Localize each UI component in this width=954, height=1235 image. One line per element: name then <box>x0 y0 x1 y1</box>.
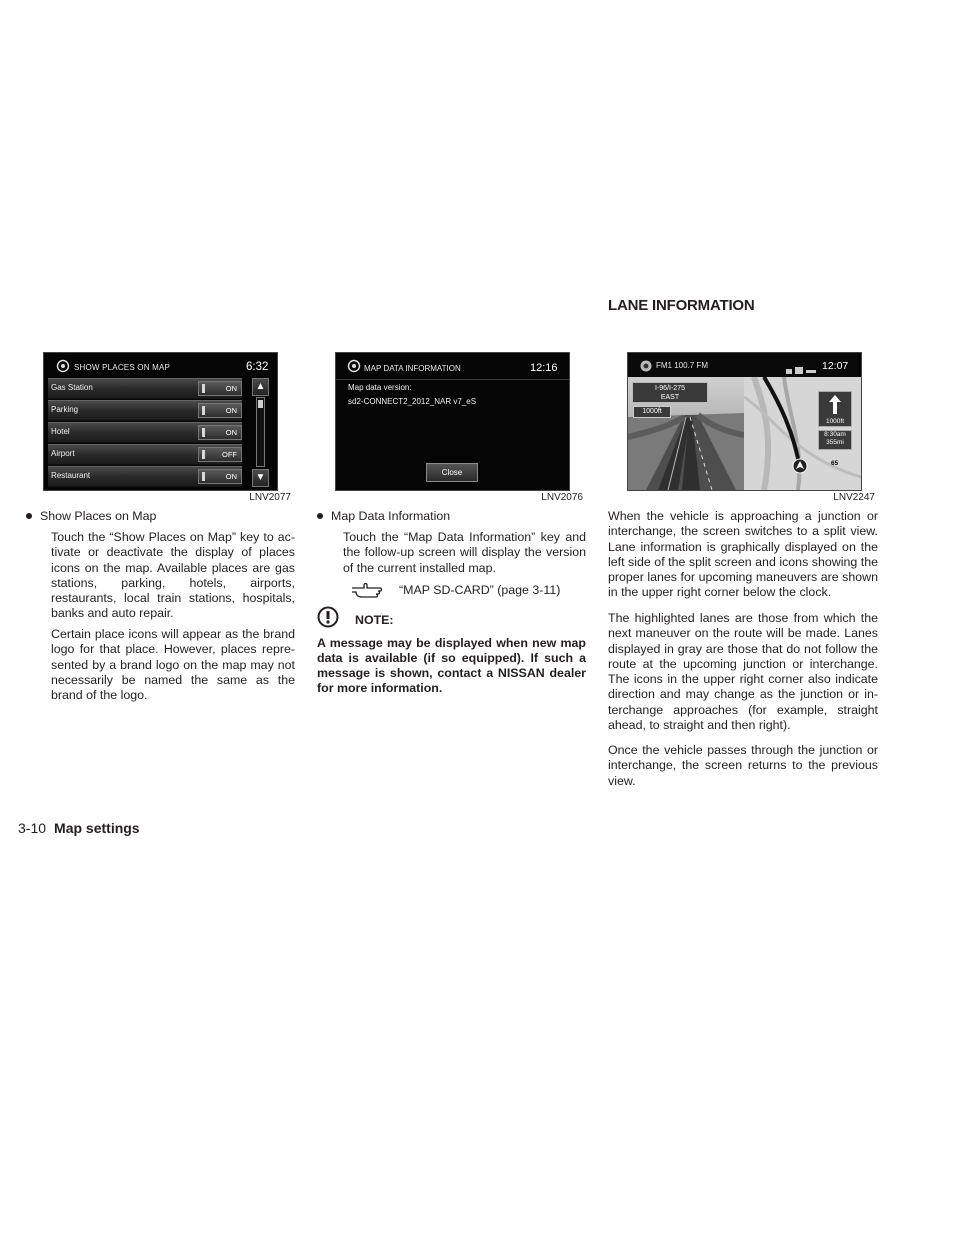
toggle-switch[interactable] <box>198 447 242 462</box>
place-row-restaurant[interactable] <box>48 466 242 487</box>
settings-icon <box>347 359 361 373</box>
screen-title: MAP DATA INFORMATION <box>364 364 461 373</box>
radio-icon <box>640 359 652 371</box>
toggle-state: OFF <box>222 450 237 459</box>
col2-paragraph-1: Touch the “Map Data Information” key and the follow-up screen will display the version of the current installed map. <box>343 530 586 575</box>
place-row-gas-station[interactable] <box>48 378 242 399</box>
title-divider <box>336 379 569 380</box>
toggle-switch[interactable] <box>198 469 242 484</box>
warning-icon <box>317 606 339 628</box>
row-label: Restaurant <box>51 471 91 480</box>
bullet-text: Show Places on Map <box>40 509 157 523</box>
highway-sign <box>632 382 708 403</box>
route-number: 65 <box>831 460 839 467</box>
place-row-airport[interactable] <box>48 444 242 465</box>
eta-box <box>818 430 852 450</box>
highway-direction: EAST <box>660 394 680 401</box>
scrollbar-track[interactable] <box>256 397 265 467</box>
clock: 6:32 <box>246 361 269 373</box>
figure-caption: LNV2247 <box>833 492 875 503</box>
page-footer <box>18 820 140 836</box>
scrollbar-thumb[interactable] <box>258 400 263 408</box>
toggle-state: ON <box>225 406 237 415</box>
vehicle-position-icon <box>792 458 808 474</box>
show-places-screen <box>43 352 278 491</box>
row-label: Parking <box>51 405 79 414</box>
status-icons <box>786 362 818 370</box>
reference-hand-icon <box>350 580 384 598</box>
figure-caption: LNV2076 <box>541 492 583 503</box>
row-label: Gas Station <box>51 383 93 392</box>
page-number: 3-10 <box>18 820 47 836</box>
clock: 12:07 <box>822 360 849 372</box>
turn-arrow-box <box>818 391 852 427</box>
page-reference: “MAP SD-CARD” (page 3-11) <box>399 583 561 597</box>
map-version-value: sd2-CONNECT2_2012_NAR v7_eS <box>348 397 477 406</box>
row-label: Hotel <box>51 427 70 436</box>
section-name: Map settings <box>54 820 140 836</box>
figure-caption: LNV2077 <box>249 492 291 503</box>
note-text: A message may be displayed when new map data is available (if so equipped). If such a message is shown, contact a NISSAN dealer for more information. <box>317 636 586 695</box>
place-row-hotel[interactable] <box>48 422 242 443</box>
col1-paragraph-2: Certain place icons will appear as the brand logo for that place. However, places repre-sented by a brand logo on the map may not necessarily be named the same as the brand of the logo. <box>51 627 295 703</box>
col3-paragraph-2: The highlighted lanes are those from which the next maneuver on the route will be made. Lanes displayed in gray are those that do not follow the route at the upcoming junction or interchange. The icons in the upper right corner also indicate direction and may change as the junction or in-terchange approaches (for example, straight ahead, to straight and then right). <box>608 611 878 733</box>
bullet-map-data <box>317 509 450 524</box>
row-label: Airport <box>51 449 75 458</box>
close-button[interactable]: Close <box>426 463 478 482</box>
screen-title: SHOW PLACES ON MAP <box>74 363 171 372</box>
scroll-up-button[interactable]: ▲ <box>252 378 269 396</box>
bullet-text: Map Data Information <box>331 509 451 523</box>
col3-paragraph-3: Once the vehicle passes through the junction or interchange, the screen returns to the previous view. <box>608 743 878 788</box>
toggle-state: ON <box>225 384 237 393</box>
toggle-switch[interactable] <box>198 403 242 418</box>
scroll-down-button[interactable]: ▼ <box>252 469 269 487</box>
map-version-label: Map data version: <box>348 383 412 392</box>
bullet-icon <box>26 513 32 519</box>
place-row-parking[interactable] <box>48 400 242 421</box>
radio-station: FM1 100.7 FM <box>656 361 709 370</box>
highway-name: I-96/I-275 <box>655 385 685 392</box>
section-heading: LANE INFORMATION <box>608 297 755 314</box>
col3-paragraph-1: When the vehicle is approaching a junction or interchange, the screen switches to a split view. Lane information is graphically displayed on the left side of the split screen and icons showing the proper lanes for upcoming maneuvers are shown in the upper right corner below the clock. <box>608 509 878 600</box>
distance-label: 1000ft <box>633 406 671 418</box>
eta-distance: 355mi <box>826 439 844 446</box>
clock: 12:16 <box>530 362 558 374</box>
settings-icon <box>56 359 70 373</box>
toggle-state: ON <box>225 428 237 437</box>
toggle-switch[interactable] <box>198 381 242 396</box>
bullet-icon <box>317 513 323 519</box>
lane-info-screen <box>627 352 862 491</box>
toggle-switch[interactable] <box>198 425 242 440</box>
turn-right-arrow-icon <box>819 392 851 416</box>
col1-paragraph-1: Touch the “Show Places on Map” key to ac-tivate or deactivate the display of places icons on the map. Available places are gas stations, parking, hotels, airports, restaurants, local train stations, hospitals, banks and auto repair. <box>51 530 295 621</box>
eta-time: 8:30am <box>824 431 846 438</box>
toggle-state: ON <box>225 472 237 481</box>
map-data-screen <box>335 352 570 491</box>
note-label: NOTE: <box>355 613 394 627</box>
turn-distance: 1000ft <box>825 418 845 425</box>
bullet-show-places <box>26 509 156 524</box>
